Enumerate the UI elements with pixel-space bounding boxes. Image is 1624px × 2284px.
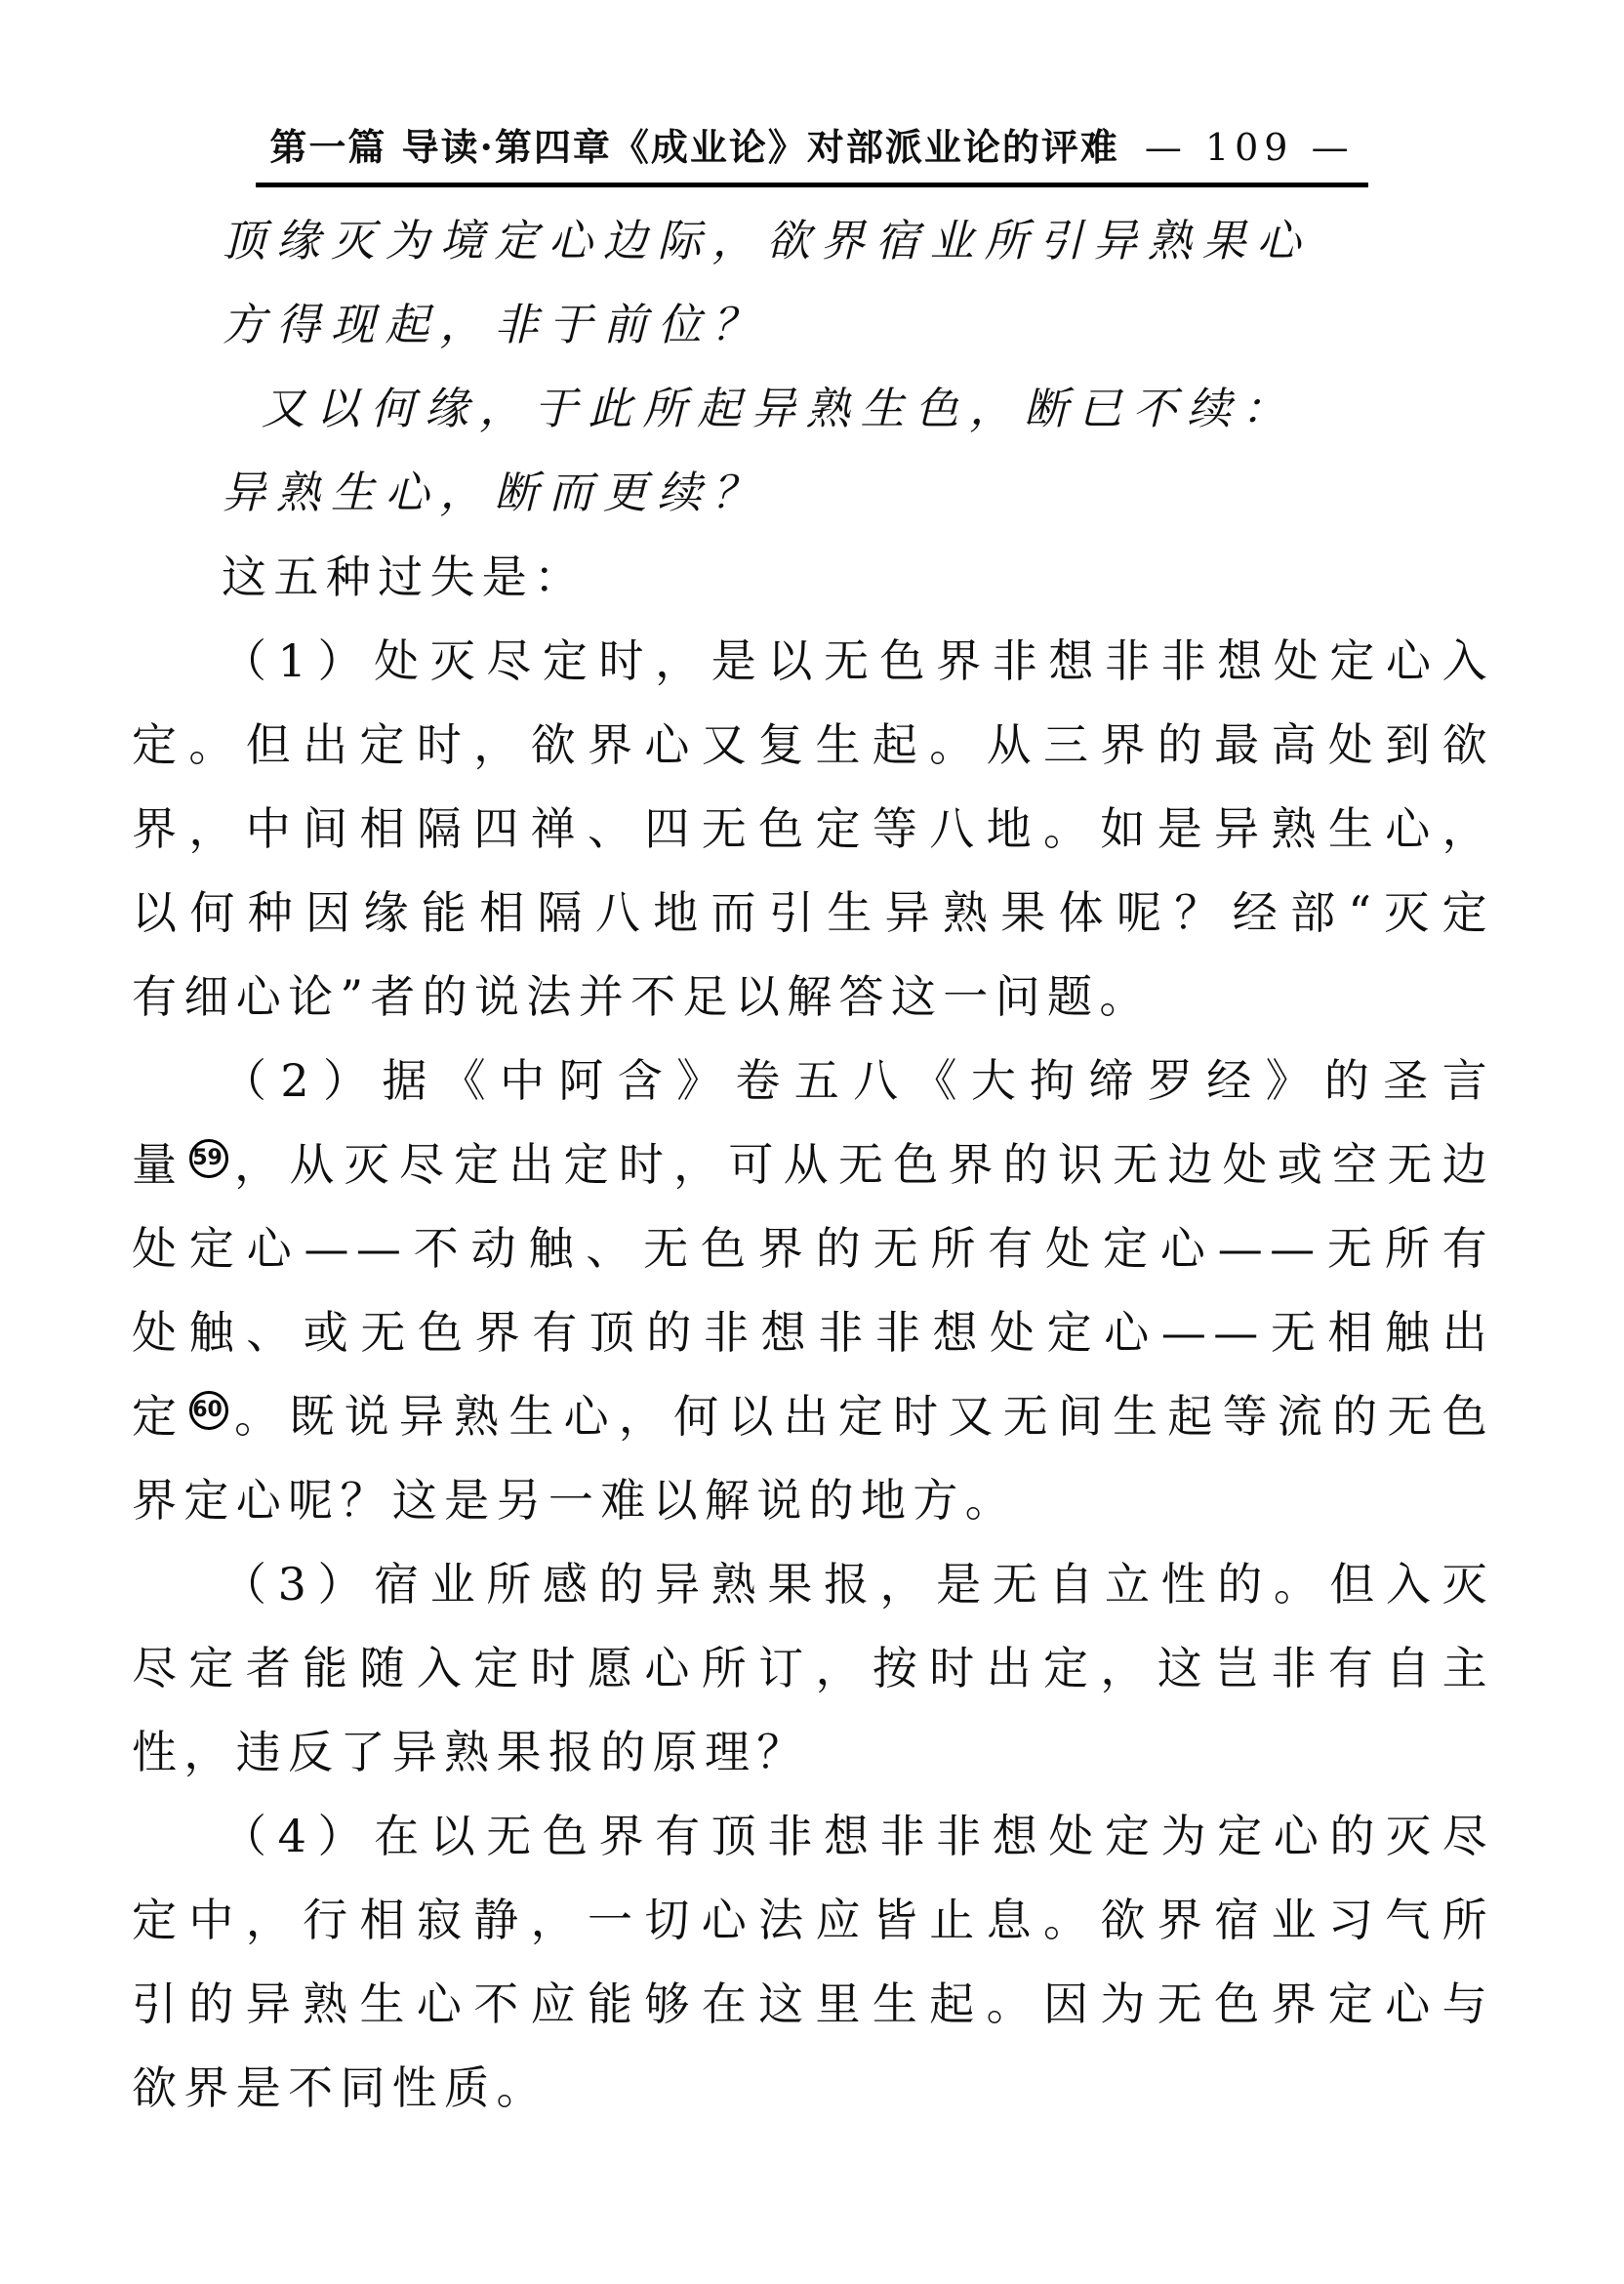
- para2-line-6: 界定心呢？这是另一难以解说的地方。: [132, 1474, 1018, 1527]
- para4-line-3: 引的异熟生心不应能够在这里生起。因为无色界定心与: [132, 1978, 1494, 2030]
- para3-line-1: （3）宿业所感的异熟果报，是无自立性的。但入灭: [222, 1558, 1494, 1611]
- line-text-post: 。既说异熟生心，何以出定时又无间生起等流的无色: [231, 1390, 1494, 1443]
- verse-line-3: 又以何缘，于此所起异熟生色，断已不续：: [261, 383, 1296, 434]
- para4-line-4: 欲界是不同性质。: [132, 2061, 548, 2114]
- para1-line-5: 有细心论”者的说法并不足以解答这一问题。: [132, 970, 1152, 1023]
- line-text-pre: 定: [132, 1390, 187, 1443]
- para2-line-2: [132, 1122, 1494, 1206]
- line-text-pre: 量: [132, 1138, 187, 1191]
- page-header: [0, 117, 1624, 187]
- para1-line-2: 定。但出定时，欲界心又复生起。从三界的最高处到欲: [132, 718, 1494, 771]
- para2-line-5: [132, 1374, 1494, 1458]
- footnote-marker-59: 59: [189, 1139, 228, 1178]
- para2-line-3: 处定心——不动触、无色界的无所有处定心——无所有: [132, 1222, 1494, 1275]
- para4-line-1: （4）在以无色界有顶非想非非想处定为定心的灭尽: [222, 1810, 1494, 1862]
- para4-line-2: 定中，行相寂静，一切心法应皆止息。欲界宿业习气所: [132, 1894, 1494, 1946]
- line-text-post: ，从灭尽定出定时，可从无色界的识无边处或空无边: [231, 1138, 1494, 1191]
- para3-line-3: 性，违反了异熟果报的原理？: [132, 1726, 809, 1778]
- chapter-title: 第一篇 导读·第四章《成业论》对部派业论的评难: [269, 125, 1119, 169]
- intro-line: 这五种过失是：: [222, 551, 587, 603]
- para2-line-4: 处触、或无色界有顶的非想非非想处定心——无相触出: [132, 1306, 1494, 1359]
- page-number: — 109 —: [1144, 126, 1355, 169]
- verse-line-2: 方得现起，非于前位？: [222, 299, 767, 350]
- header-with-rule: [256, 117, 1367, 187]
- para2-line-1: （2）据《中阿含》卷五八《大拘缔罗经》的圣言: [222, 1054, 1494, 1107]
- para3-line-2: 尽定者能随入定时愿心所订，按时出定，这岂非有自主: [132, 1642, 1494, 1694]
- para1-line-1: （1）处灭尽定时，是以无色界非想非非想处定心入: [222, 634, 1494, 687]
- para1-line-3: 界，中间相隔四禅、四无色定等八地。如是异熟生心，: [132, 802, 1494, 855]
- verse-line-1: 顶缘灭为境定心边际，欲界宿业所引异熟果心: [222, 215, 1312, 266]
- verse-line-4: 异熟生心，断而更续？: [222, 467, 767, 518]
- footnote-marker-60: 60: [189, 1391, 228, 1430]
- body-text: [132, 199, 1494, 2130]
- para1-line-4: 以何种因缘能相隔八地而引生异熟果体呢？经部“灭定: [132, 886, 1494, 939]
